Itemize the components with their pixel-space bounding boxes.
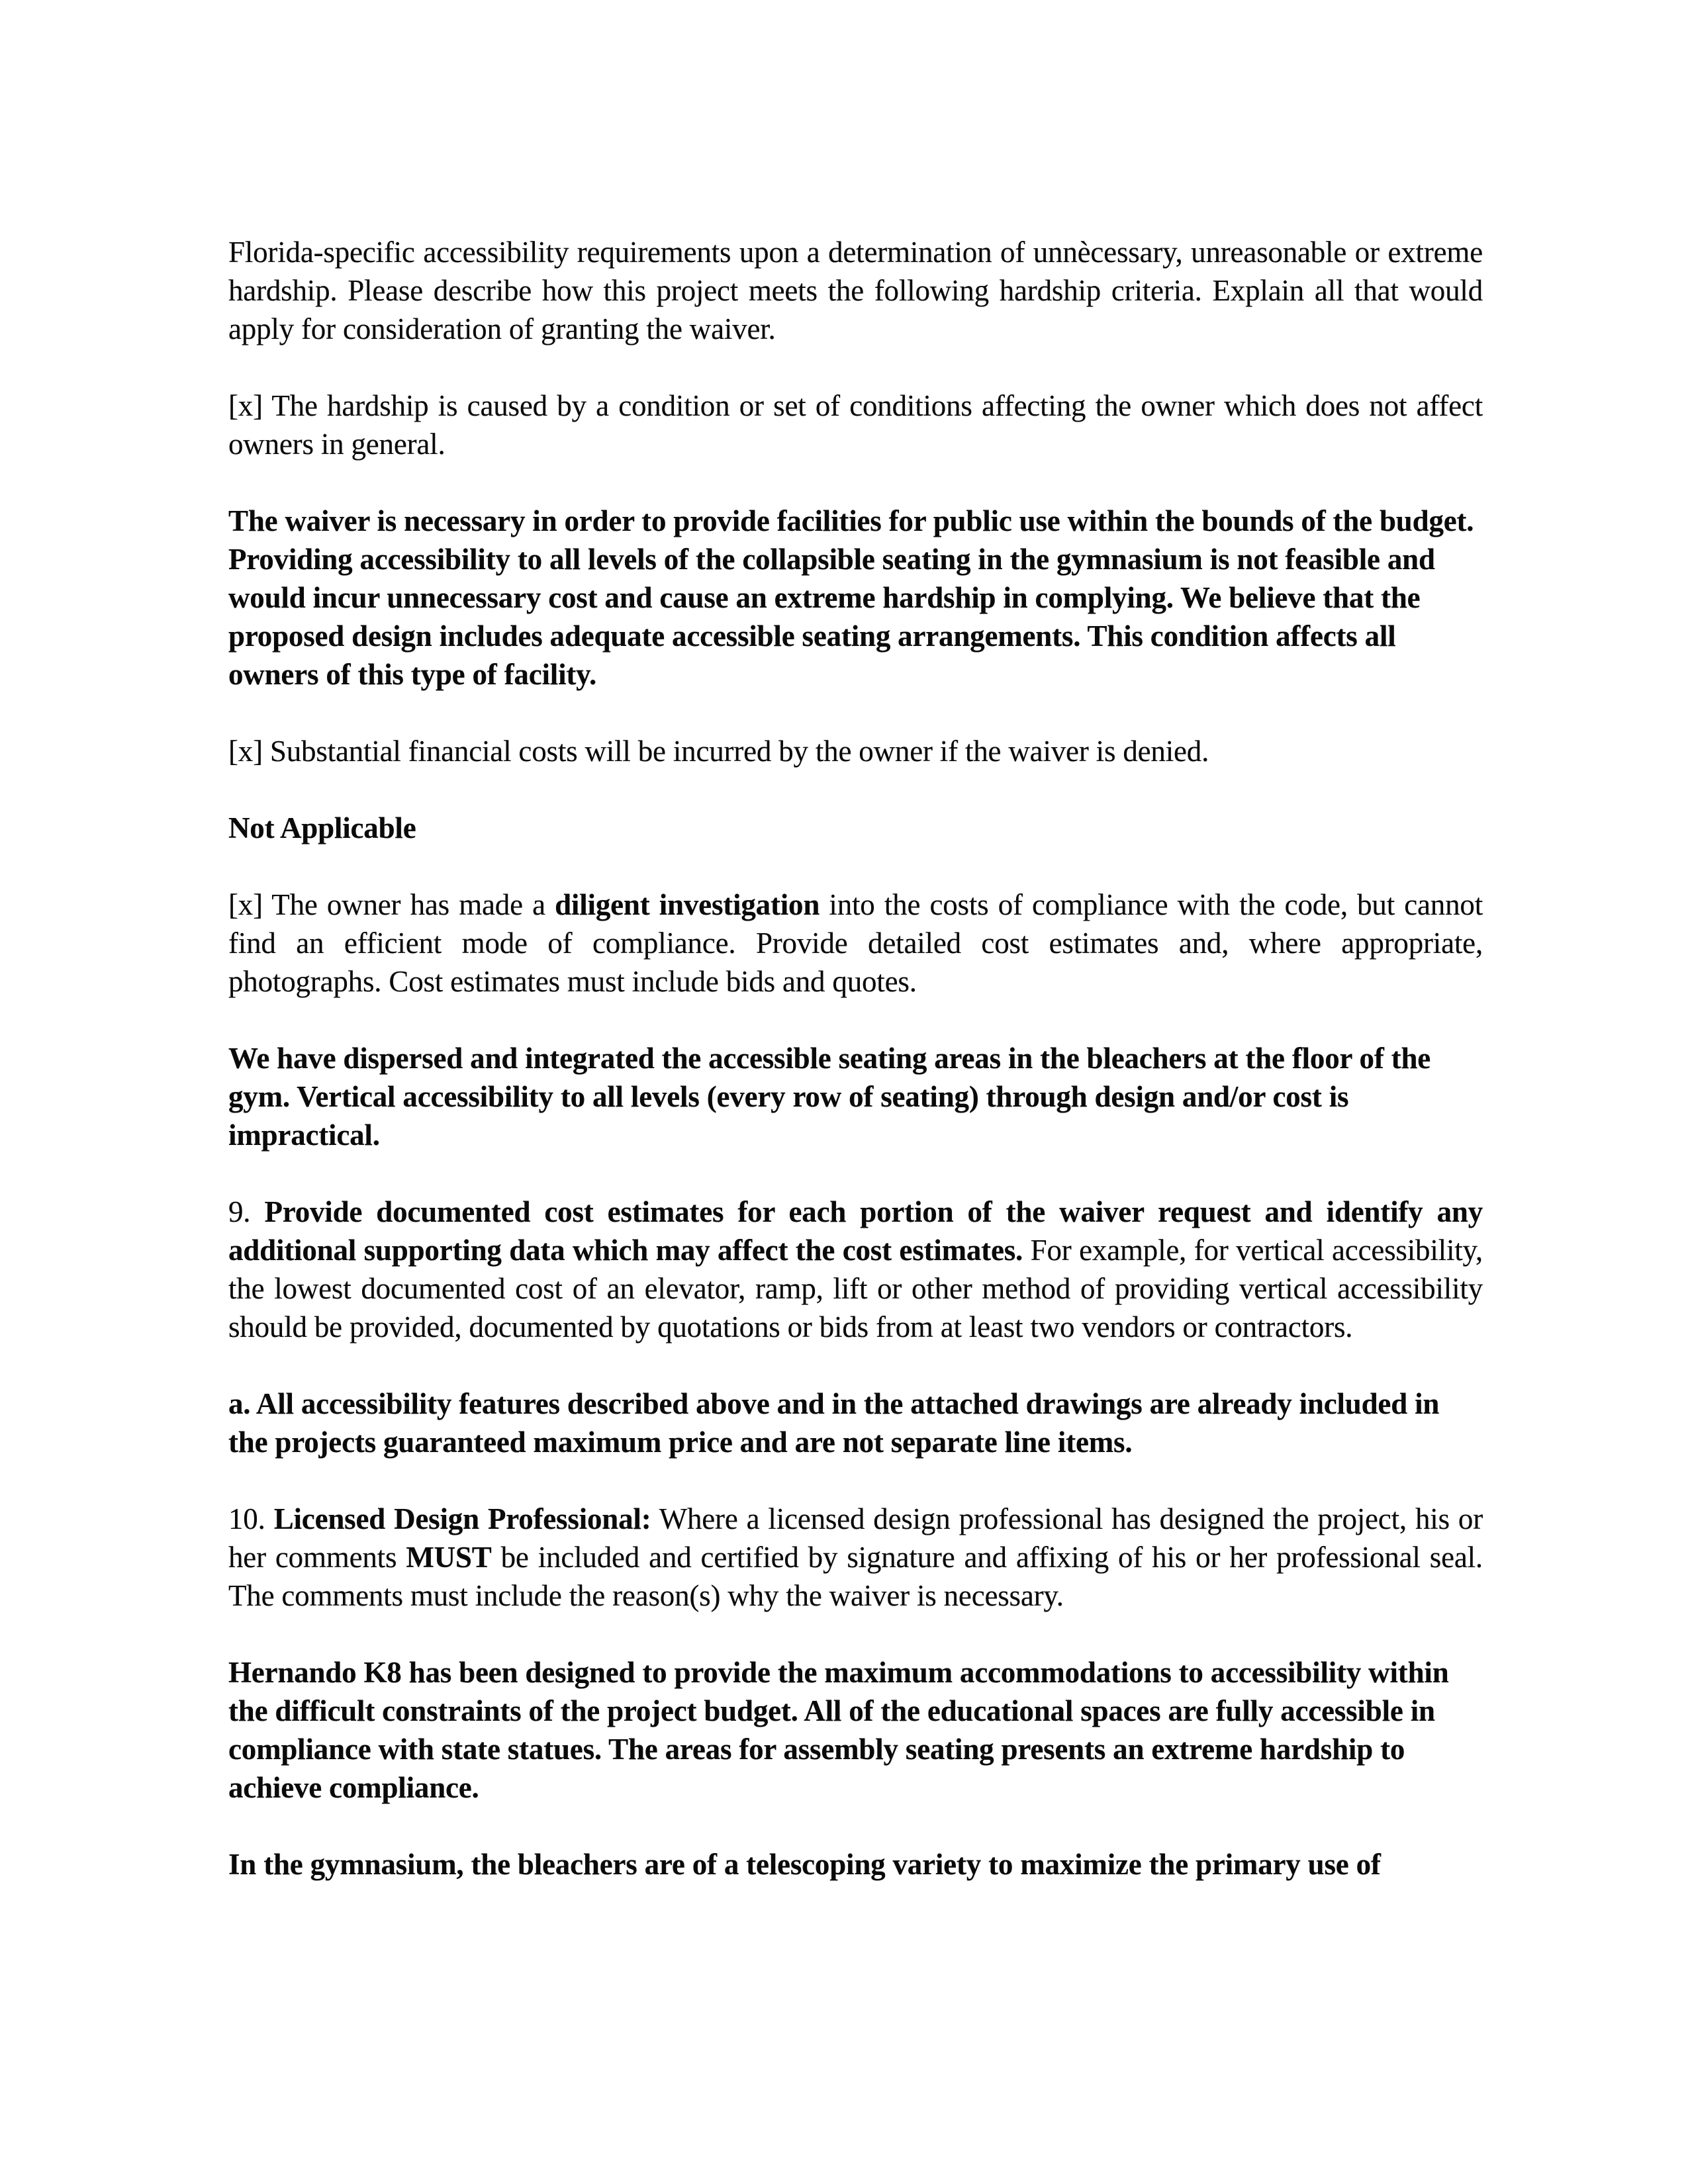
text-run: Florida-specific accessibility requirements upon a determination of unnècessary, unreasonable or extreme hardship. Please describe how this project meets the following hardship criteria. Explain all that would apply for consideration of granting the waiver. [228,236,1483,345]
intro-paragraph [228,233,1483,348]
text-run: into the costs of compliance with the code, but cannot find an efficient mode of compliance. Provide detailed cost estimates and, where appropriate, photographs. Cost estimates must include bids and quotes. [228,888,1483,998]
bold-text-run: In the gymnasium, the bleachers are of a telescoping variety to maximize the primary use of [228,1848,1381,1881]
answer-hernando-k8 [228,1653,1483,1807]
answer-9a-included-in-gmp [228,1385,1483,1461]
answer-not-applicable [228,809,1483,847]
text-run: be included and certified by signature and affixing of his or her professional seal. The comments must include the reason(s) why the waiver is necessary. [228,1541,1483,1612]
bold-text-run: a. All accessibility features described above and in the attached drawings are already included in the projects guaranteed maximum price and are not separate line items. [228,1387,1440,1459]
checkbox-text-run: [x] The hardship is caused by a condition or set of conditions affecting the owner which does not affect owners in general. [228,389,1483,461]
criterion-hardship-condition-item [228,387,1483,463]
bold-text-run: MUST [406,1541,492,1574]
bold-text-run: We have dispersed and integrated the accessible seating areas in the bleachers at the floor of the gym. Vertical accessibility to all levels (every row of seating) through design and/or cost is impractical. [228,1042,1431,1152]
number-run: 9. [228,1195,265,1228]
text-run: For example, for vertical accessibility, the lowest documented cost of an elevator, ramp, lift or other method of providing vertical accessibility should be provided, documented by quotations or bids from at least two vendors or contractors. [228,1234,1483,1343]
bold-text-run: Not Applicable [228,811,416,844]
bold-text-run: diligent investigation [555,888,820,921]
answer-dispersed-seating [228,1039,1483,1154]
bold-text-run: Licensed Design Professional: [273,1502,651,1535]
bold-text-run: The waiver is necessary in order to provide facilities for public use within the bounds of the budget. Providing accessibility to all levels of the collapsible seating in the gymnasium is not feasible and would incur unnecessary cost and cause an extreme hardship in complying. We believe that the proposed design includes adequate accessible seating arrangements. This condition affects all owners of this type of facility. [228,504,1474,691]
number-run: 10. [228,1502,274,1535]
checkbox-text-run: [x] Substantial financial costs will be incurred by the owner if the waiver is denied. [228,735,1209,768]
answer-gymnasium-bleachers [228,1845,1483,1884]
criterion-diligent-investigation-item [228,886,1483,1001]
question-10-licensed-design-professional [228,1500,1483,1615]
text-run: Where a licensed design professional has designed the project, his or her comments [228,1502,1483,1574]
question-9-cost-estimates [228,1193,1483,1346]
criterion-financial-costs-item [228,732,1483,770]
document-text-block [228,233,1483,1922]
bold-text-run: Provide documented cost estimates for each portion of the waiver request and identify any additional supporting data which may affect the cost estimates. [228,1195,1483,1267]
bold-text-run: Hernando K8 has been designed to provide the maximum accommodations to accessibility within the difficult constraints of the project budget. All of the educational spaces are fully accessible in compliance with state statues. The areas for assembly seating presents an extreme hardship to achieve compliance. [228,1656,1449,1804]
answer-waiver-necessary [228,502,1483,694]
checkbox-text-run: [x] The owner has made a [228,888,555,921]
